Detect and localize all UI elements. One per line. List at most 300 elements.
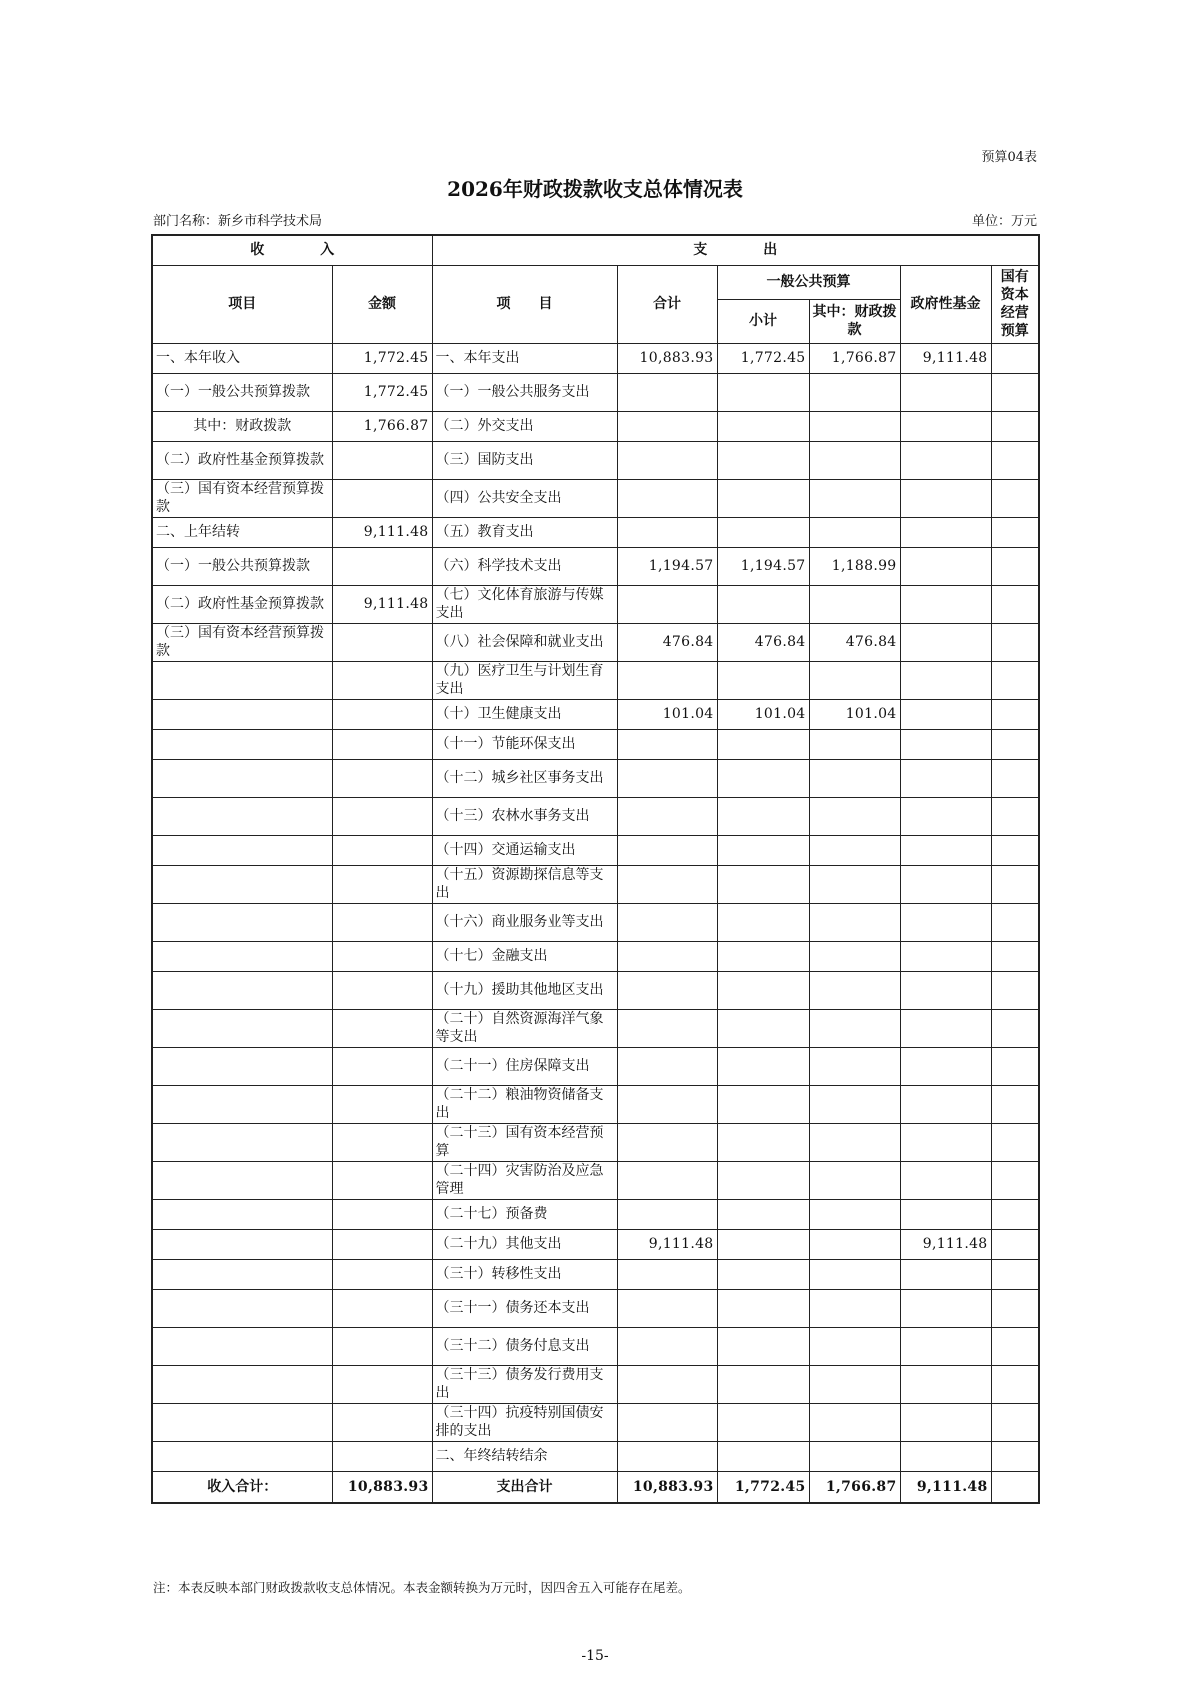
table-row bbox=[152, 1365, 1039, 1403]
state-capital-cell bbox=[991, 729, 1039, 759]
gov-fund-cell bbox=[900, 661, 991, 699]
table-row bbox=[152, 479, 1039, 517]
income-item bbox=[152, 1441, 332, 1471]
gov-fund-cell bbox=[900, 1441, 991, 1471]
expense-total-cell bbox=[617, 1085, 717, 1123]
income-item bbox=[152, 729, 332, 759]
table-row bbox=[152, 1161, 1039, 1199]
income-item-header: 项目 bbox=[152, 265, 332, 343]
gov-fund-cell bbox=[900, 1259, 991, 1289]
gov-fund-cell bbox=[900, 1009, 991, 1047]
state-capital-cell bbox=[991, 411, 1039, 441]
state-capital-cell bbox=[991, 759, 1039, 797]
income-amount: 9,111.48 bbox=[332, 585, 432, 623]
general-subtotal-cell bbox=[717, 1123, 809, 1161]
gov-fund-cell bbox=[900, 373, 991, 411]
gov-fund-cell: 9,111.48 bbox=[900, 1229, 991, 1259]
fin-appropriation-cell bbox=[809, 585, 900, 623]
table-row bbox=[152, 1327, 1039, 1365]
expense-total-cell bbox=[617, 971, 717, 1009]
income-item bbox=[152, 1365, 332, 1403]
income-item: （一）一般公共预算拨款 bbox=[152, 547, 332, 585]
budget-table bbox=[151, 234, 1040, 1504]
expense-item: （二）外交支出 bbox=[432, 411, 617, 441]
expense-total-cell bbox=[617, 1441, 717, 1471]
gov-fund-cell bbox=[900, 971, 991, 1009]
general-subtotal-cell bbox=[717, 1259, 809, 1289]
gov-fund-cell bbox=[900, 797, 991, 835]
income-amount bbox=[332, 1365, 432, 1403]
expense-item: （十六）商业服务业等支出 bbox=[432, 903, 617, 941]
income-amount bbox=[332, 1229, 432, 1259]
fin-appropriation-cell bbox=[809, 1123, 900, 1161]
income-amount bbox=[332, 729, 432, 759]
expense-total-cell: 476.84 bbox=[617, 623, 717, 661]
income-item: （三）国有资本经营预算拨款 bbox=[152, 623, 332, 661]
table-row bbox=[152, 1123, 1039, 1161]
expense-total-cell bbox=[617, 1123, 717, 1161]
expense-item: （二十一）住房保障支出 bbox=[432, 1047, 617, 1085]
income-amount bbox=[332, 1199, 432, 1229]
expense-item: （十）卫生健康支出 bbox=[432, 699, 617, 729]
general-subtotal-cell bbox=[717, 971, 809, 1009]
general-subtotal-cell bbox=[717, 1199, 809, 1229]
fin-appropriation-cell bbox=[809, 971, 900, 1009]
state-capital-cell bbox=[991, 343, 1039, 373]
fin-appropriation-cell: 1,188.99 bbox=[809, 547, 900, 585]
income-amount bbox=[332, 1161, 432, 1199]
expense-total-cell bbox=[617, 1289, 717, 1327]
gov-fund-cell bbox=[900, 759, 991, 797]
state-capital-cell bbox=[991, 971, 1039, 1009]
general-subtotal-cell: 1,194.57 bbox=[717, 547, 809, 585]
income-item: （三）国有资本经营预算拨款 bbox=[152, 479, 332, 517]
income-item: 一、本年收入 bbox=[152, 343, 332, 373]
general-subtotal-cell bbox=[717, 1161, 809, 1199]
state-capital-cell bbox=[991, 1365, 1039, 1403]
expense-total-cell bbox=[617, 411, 717, 441]
expense-item: （三十四）抗疫特别国债安排的支出 bbox=[432, 1403, 617, 1441]
fin-appropriation-cell bbox=[809, 797, 900, 835]
fin-appropriation-cell: 101.04 bbox=[809, 699, 900, 729]
gov-fund-cell bbox=[900, 1047, 991, 1085]
income-amount bbox=[332, 1441, 432, 1471]
expense-total-label: 支出合计 bbox=[432, 1471, 617, 1503]
table-row bbox=[152, 623, 1039, 661]
fin-appropriation-cell bbox=[809, 1161, 900, 1199]
expense-total-cell bbox=[617, 661, 717, 699]
income-item bbox=[152, 1229, 332, 1259]
state-capital-cell bbox=[991, 699, 1039, 729]
expense-item: （九）医疗卫生与计划生育支出 bbox=[432, 661, 617, 699]
income-item bbox=[152, 1259, 332, 1289]
gov-fund-cell bbox=[900, 1085, 991, 1123]
gov-fund-cell bbox=[900, 1365, 991, 1403]
income-item bbox=[152, 1199, 332, 1229]
fin-appropriation-cell bbox=[809, 1199, 900, 1229]
income-amount bbox=[332, 479, 432, 517]
expense-item: （八）社会保障和就业支出 bbox=[432, 623, 617, 661]
income-amount bbox=[332, 865, 432, 903]
gov-fund-cell bbox=[900, 729, 991, 759]
general-subtotal-cell bbox=[717, 1327, 809, 1365]
expense-item: 二、年终结转结余 bbox=[432, 1441, 617, 1471]
income-amount-header: 金额 bbox=[332, 265, 432, 343]
income-item bbox=[152, 759, 332, 797]
general-subtotal-cell bbox=[717, 1403, 809, 1441]
income-amount bbox=[332, 1047, 432, 1085]
state-capital-cell bbox=[991, 517, 1039, 547]
expense-state-total bbox=[991, 1471, 1039, 1503]
expense-item: （三十）转移性支出 bbox=[432, 1259, 617, 1289]
state-capital-cell bbox=[991, 661, 1039, 699]
income-amount bbox=[332, 1403, 432, 1441]
table-row bbox=[152, 1289, 1039, 1327]
gov-fund-cell bbox=[900, 903, 991, 941]
expense-item: （二十二）粮油物资储备支出 bbox=[432, 1085, 617, 1123]
table-row bbox=[152, 971, 1039, 1009]
expense-item: （五）教育支出 bbox=[432, 517, 617, 547]
page-title: 2026年财政拨款收支总体情况表 bbox=[447, 177, 743, 201]
total-header: 合计 bbox=[617, 265, 717, 343]
table-row bbox=[152, 1085, 1039, 1123]
footnote: 注：本表反映本部门财政拨款收支总体情况。本表金额转换为万元时，因四舍五入可能存在尾差。 bbox=[153, 1580, 691, 1595]
income-item bbox=[152, 1161, 332, 1199]
table-row bbox=[152, 1047, 1039, 1085]
general-subtotal-cell bbox=[717, 661, 809, 699]
general-subtotal-cell bbox=[717, 941, 809, 971]
expense-total-cell bbox=[617, 585, 717, 623]
income-item: 二、上年结转 bbox=[152, 517, 332, 547]
income-amount bbox=[332, 1085, 432, 1123]
state-capital-cell bbox=[991, 1289, 1039, 1327]
general-subtotal-cell bbox=[717, 517, 809, 547]
fin-appropriation-cell bbox=[809, 941, 900, 971]
gov-fund-cell bbox=[900, 1403, 991, 1441]
general-subtotal-cell bbox=[717, 835, 809, 865]
general-subtotal-cell bbox=[717, 1365, 809, 1403]
fin-appropriation-cell bbox=[809, 1289, 900, 1327]
gov-fund-cell bbox=[900, 441, 991, 479]
subtotal-header: 小计 bbox=[717, 299, 809, 343]
income-item bbox=[152, 835, 332, 865]
expense-total-cell bbox=[617, 1259, 717, 1289]
state-capital-cell bbox=[991, 547, 1039, 585]
general-subtotal-cell bbox=[717, 865, 809, 903]
general-subtotal-cell bbox=[717, 759, 809, 797]
state-capital-cell bbox=[991, 373, 1039, 411]
income-item: 其中：财政拨款 bbox=[152, 411, 332, 441]
expense-item: （三十三）债务发行费用支出 bbox=[432, 1365, 617, 1403]
income-amount bbox=[332, 971, 432, 1009]
state-capital-cell bbox=[991, 1327, 1039, 1365]
expense-total-cell bbox=[617, 479, 717, 517]
table-row bbox=[152, 865, 1039, 903]
expense-item: （十九）援助其他地区支出 bbox=[432, 971, 617, 1009]
form-number: 预算04表 bbox=[981, 150, 1037, 165]
gov-fund-cell bbox=[900, 1161, 991, 1199]
expense-total-cell bbox=[617, 865, 717, 903]
fin-appropriation-cell bbox=[809, 479, 900, 517]
gov-fund-cell bbox=[900, 411, 991, 441]
income-item: （一）一般公共预算拨款 bbox=[152, 373, 332, 411]
general-subtotal-cell bbox=[717, 1441, 809, 1471]
income-amount bbox=[332, 1289, 432, 1327]
expense-total-cell bbox=[617, 759, 717, 797]
expense-total: 10,883.93 bbox=[617, 1471, 717, 1503]
income-item bbox=[152, 1085, 332, 1123]
expense-total-cell bbox=[617, 903, 717, 941]
state-capital-cell bbox=[991, 1047, 1039, 1085]
income-amount bbox=[332, 835, 432, 865]
general-subtotal-cell bbox=[717, 1009, 809, 1047]
expense-item: （一）一般公共服务支出 bbox=[432, 373, 617, 411]
state-capital-header: 国有资本经营预算 bbox=[991, 265, 1039, 343]
expense-total-cell bbox=[617, 941, 717, 971]
general-subtotal-cell bbox=[717, 585, 809, 623]
fin-appropriation-cell bbox=[809, 1229, 900, 1259]
gov-fund-cell: 9,111.48 bbox=[900, 343, 991, 373]
table-body bbox=[152, 343, 1039, 1471]
income-item bbox=[152, 699, 332, 729]
income-item bbox=[152, 903, 332, 941]
general-subtotal-cell: 476.84 bbox=[717, 623, 809, 661]
expense-item: （二十九）其他支出 bbox=[432, 1229, 617, 1259]
expense-item: （十三）农林水事务支出 bbox=[432, 797, 617, 835]
expense-total-cell bbox=[617, 835, 717, 865]
fin-appropriation-cell bbox=[809, 1365, 900, 1403]
general-subtotal-cell bbox=[717, 1085, 809, 1123]
gov-fund-cell bbox=[900, 1199, 991, 1229]
table-row bbox=[152, 699, 1039, 729]
unit-label: 单位：万元 bbox=[971, 214, 1037, 229]
gov-fund-cell bbox=[900, 479, 991, 517]
general-subtotal-cell bbox=[717, 1229, 809, 1259]
expense-total-cell bbox=[617, 1365, 717, 1403]
gov-fund-cell bbox=[900, 941, 991, 971]
expense-total-cell: 1,194.57 bbox=[617, 547, 717, 585]
expense-fin-total: 1,766.87 bbox=[809, 1471, 900, 1503]
general-subtotal-cell bbox=[717, 479, 809, 517]
table-row bbox=[152, 411, 1039, 441]
fin-appropriation-cell bbox=[809, 411, 900, 441]
fin-appropriation-cell bbox=[809, 865, 900, 903]
income-item bbox=[152, 797, 332, 835]
table-row bbox=[152, 661, 1039, 699]
income-header: 收 入 bbox=[152, 235, 432, 265]
expense-total-cell: 10,883.93 bbox=[617, 343, 717, 373]
table-row bbox=[152, 1009, 1039, 1047]
general-subtotal-cell bbox=[717, 1289, 809, 1327]
fin-appropriation-cell: 1,766.87 bbox=[809, 343, 900, 373]
gov-fund-cell bbox=[900, 1327, 991, 1365]
income-item bbox=[152, 1289, 332, 1327]
income-total-label: 收入合计： bbox=[152, 1471, 332, 1503]
gov-fund-cell bbox=[900, 1289, 991, 1327]
state-capital-cell bbox=[991, 941, 1039, 971]
fin-appropriation-cell bbox=[809, 1259, 900, 1289]
expense-item: （四）公共安全支出 bbox=[432, 479, 617, 517]
expense-total-cell bbox=[617, 517, 717, 547]
table-row bbox=[152, 1229, 1039, 1259]
income-amount bbox=[332, 903, 432, 941]
gov-fund-cell bbox=[900, 699, 991, 729]
table-row bbox=[152, 343, 1039, 373]
income-amount bbox=[332, 661, 432, 699]
income-amount: 1,772.45 bbox=[332, 373, 432, 411]
table-row bbox=[152, 797, 1039, 835]
income-item bbox=[152, 865, 332, 903]
gov-fund-cell bbox=[900, 547, 991, 585]
expense-subtotal: 1,772.45 bbox=[717, 1471, 809, 1503]
table-row bbox=[152, 373, 1039, 411]
fin-appropriation-cell bbox=[809, 661, 900, 699]
gov-fund-cell bbox=[900, 623, 991, 661]
expense-total-cell bbox=[617, 1161, 717, 1199]
expense-total-cell bbox=[617, 729, 717, 759]
expense-item: （二十三）国有资本经营预算 bbox=[432, 1123, 617, 1161]
totals-row bbox=[152, 1471, 1039, 1503]
income-amount bbox=[332, 941, 432, 971]
income-amount bbox=[332, 759, 432, 797]
gov-fund-cell bbox=[900, 835, 991, 865]
income-amount bbox=[332, 699, 432, 729]
expense-item: （三）国防支出 bbox=[432, 441, 617, 479]
income-amount: 9,111.48 bbox=[332, 517, 432, 547]
fin-appropriation-cell bbox=[809, 441, 900, 479]
table-row bbox=[152, 1441, 1039, 1471]
expense-gov-total: 9,111.48 bbox=[900, 1471, 991, 1503]
state-capital-cell bbox=[991, 585, 1039, 623]
department-name: 部门名称：新乡市科学技术局 bbox=[153, 214, 323, 229]
expense-total-cell: 9,111.48 bbox=[617, 1229, 717, 1259]
state-capital-cell bbox=[991, 1161, 1039, 1199]
gov-fund-cell bbox=[900, 517, 991, 547]
general-budget-header: 一般公共预算 bbox=[717, 265, 900, 299]
general-subtotal-cell bbox=[717, 1047, 809, 1085]
general-subtotal-cell bbox=[717, 373, 809, 411]
general-subtotal-cell bbox=[717, 903, 809, 941]
expense-total-cell bbox=[617, 1403, 717, 1441]
income-item bbox=[152, 661, 332, 699]
general-subtotal-cell bbox=[717, 441, 809, 479]
state-capital-cell bbox=[991, 623, 1039, 661]
fin-appropriation-cell bbox=[809, 729, 900, 759]
expense-item: （二十七）预备费 bbox=[432, 1199, 617, 1229]
table-row bbox=[152, 441, 1039, 479]
table-row bbox=[152, 1259, 1039, 1289]
page-number: -15- bbox=[581, 1648, 609, 1664]
income-amount bbox=[332, 547, 432, 585]
gov-fund-cell bbox=[900, 1123, 991, 1161]
table-row bbox=[152, 729, 1039, 759]
table-row bbox=[152, 903, 1039, 941]
state-capital-cell bbox=[991, 1403, 1039, 1441]
expense-total-cell bbox=[617, 797, 717, 835]
gov-fund-cell bbox=[900, 585, 991, 623]
income-item bbox=[152, 1123, 332, 1161]
expense-total-cell bbox=[617, 1047, 717, 1085]
fin-appropriation-cell bbox=[809, 1085, 900, 1123]
general-subtotal-cell bbox=[717, 729, 809, 759]
fin-appropriation-cell bbox=[809, 1403, 900, 1441]
table-row bbox=[152, 1403, 1039, 1441]
table-row bbox=[152, 941, 1039, 971]
general-subtotal-cell bbox=[717, 411, 809, 441]
expense-item: （二十）自然资源海洋气象等支出 bbox=[432, 1009, 617, 1047]
expense-total-cell bbox=[617, 373, 717, 411]
expense-item: （十四）交通运输支出 bbox=[432, 835, 617, 865]
gov-fund-cell bbox=[900, 865, 991, 903]
income-amount: 1,766.87 bbox=[332, 411, 432, 441]
state-capital-cell bbox=[991, 1259, 1039, 1289]
fin-appropriation-cell bbox=[809, 373, 900, 411]
state-capital-cell bbox=[991, 903, 1039, 941]
expense-total-cell bbox=[617, 441, 717, 479]
state-capital-cell bbox=[991, 797, 1039, 835]
income-item bbox=[152, 1403, 332, 1441]
fin-appropriation-cell bbox=[809, 1047, 900, 1085]
state-capital-cell bbox=[991, 835, 1039, 865]
table-row bbox=[152, 547, 1039, 585]
income-amount bbox=[332, 1123, 432, 1161]
income-amount bbox=[332, 1327, 432, 1365]
of-which-header: 其中：财政拨款 bbox=[809, 299, 900, 343]
income-amount bbox=[332, 441, 432, 479]
fin-appropriation-cell bbox=[809, 1009, 900, 1047]
table-row bbox=[152, 1199, 1039, 1229]
general-subtotal-cell bbox=[717, 797, 809, 835]
income-amount: 1,772.45 bbox=[332, 343, 432, 373]
income-total-amount: 10,883.93 bbox=[332, 1471, 432, 1503]
state-capital-cell bbox=[991, 1199, 1039, 1229]
expense-item-header: 项 目 bbox=[432, 265, 617, 343]
expense-header: 支 出 bbox=[432, 235, 1039, 265]
gov-fund-header: 政府性基金 bbox=[900, 265, 991, 343]
expense-item: （十七）金融支出 bbox=[432, 941, 617, 971]
income-item bbox=[152, 1009, 332, 1047]
fin-appropriation-cell bbox=[809, 1441, 900, 1471]
expense-item: （六）科学技术支出 bbox=[432, 547, 617, 585]
income-item bbox=[152, 971, 332, 1009]
income-item bbox=[152, 1047, 332, 1085]
expense-item: （十一）节能环保支出 bbox=[432, 729, 617, 759]
expense-item: （十二）城乡社区事务支出 bbox=[432, 759, 617, 797]
state-capital-cell bbox=[991, 1229, 1039, 1259]
income-amount bbox=[332, 1259, 432, 1289]
fin-appropriation-cell: 476.84 bbox=[809, 623, 900, 661]
income-amount bbox=[332, 623, 432, 661]
fin-appropriation-cell bbox=[809, 1327, 900, 1365]
state-capital-cell bbox=[991, 865, 1039, 903]
state-capital-cell bbox=[991, 1441, 1039, 1471]
income-item: （二）政府性基金预算拨款 bbox=[152, 585, 332, 623]
income-amount bbox=[332, 1009, 432, 1047]
fin-appropriation-cell bbox=[809, 903, 900, 941]
fin-appropriation-cell bbox=[809, 835, 900, 865]
expense-total-cell bbox=[617, 1199, 717, 1229]
fin-appropriation-cell bbox=[809, 759, 900, 797]
income-amount bbox=[332, 797, 432, 835]
general-subtotal-cell: 101.04 bbox=[717, 699, 809, 729]
general-subtotal-cell: 1,772.45 bbox=[717, 343, 809, 373]
expense-item: （十五）资源勘探信息等支出 bbox=[432, 865, 617, 903]
fin-appropriation-cell bbox=[809, 517, 900, 547]
income-item bbox=[152, 941, 332, 971]
expense-total-cell: 101.04 bbox=[617, 699, 717, 729]
table-row bbox=[152, 517, 1039, 547]
income-item: （二）政府性基金预算拨款 bbox=[152, 441, 332, 479]
